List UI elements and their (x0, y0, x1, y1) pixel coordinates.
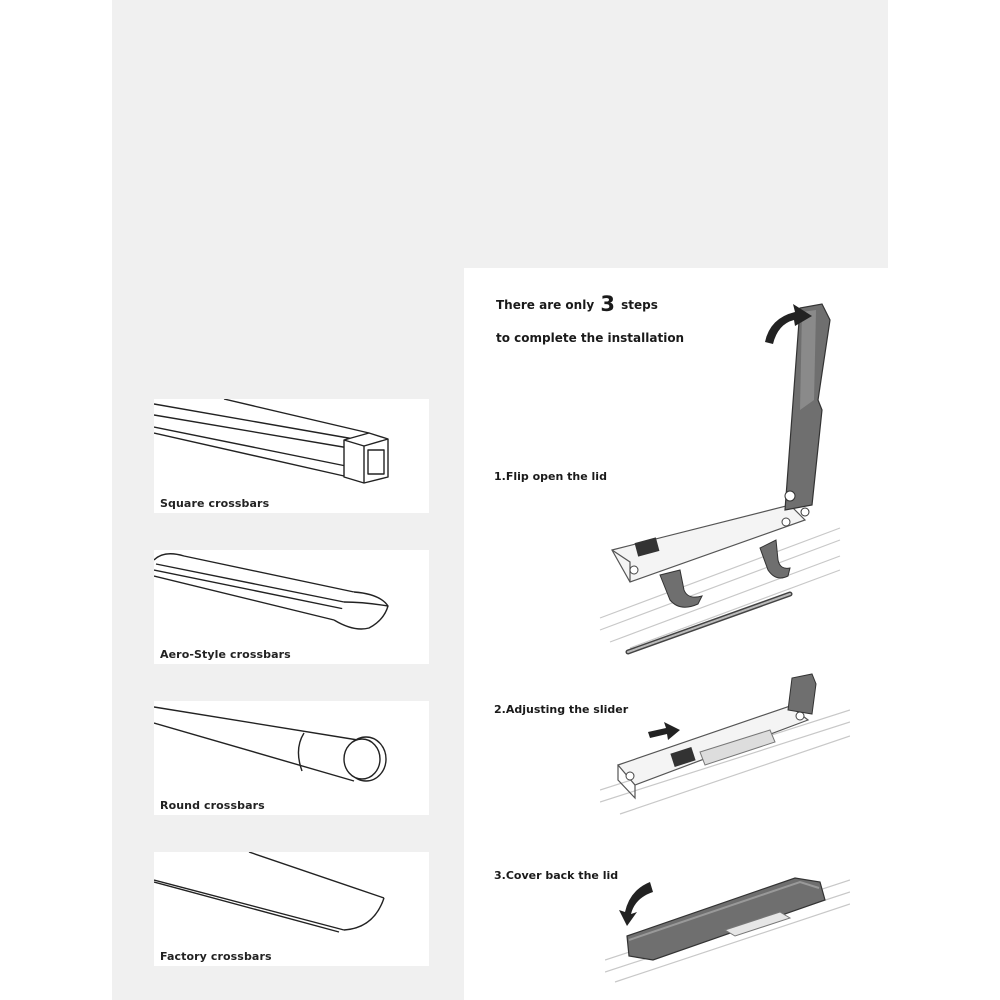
round-crossbar-icon (154, 701, 429, 815)
crossbar-card-aero (154, 550, 429, 664)
factory-crossbar-icon (154, 852, 429, 966)
crossbar-label: Aero-Style crossbars (160, 648, 291, 661)
cover-lid-illustration (605, 860, 850, 985)
step-1-label: 1.Flip open the lid (494, 470, 607, 483)
top-gray-panel (464, 0, 888, 268)
intro-prefix: There are only (496, 298, 595, 312)
step-2-label: 2.Adjusting the slider (494, 703, 629, 716)
crossbar-card-factory (154, 852, 429, 966)
crossbar-label: Round crossbars (160, 799, 265, 812)
adjust-slider-illustration (600, 670, 850, 820)
step-3-label: 3.Cover back the lid (494, 869, 619, 882)
square-crossbar-icon (154, 399, 429, 513)
crossbar-label: Factory crossbars (160, 950, 272, 963)
intro-suffix: steps (621, 298, 658, 312)
aero-crossbar-icon (154, 550, 429, 664)
crossbar-card-round (154, 701, 429, 815)
crossbar-card-square (154, 399, 429, 513)
crossbar-label: Square crossbars (160, 497, 270, 510)
flip-open-lid-illustration (590, 300, 850, 660)
intro-number: 3 (600, 292, 615, 316)
intro-line-2: to complete the installation (496, 331, 685, 345)
